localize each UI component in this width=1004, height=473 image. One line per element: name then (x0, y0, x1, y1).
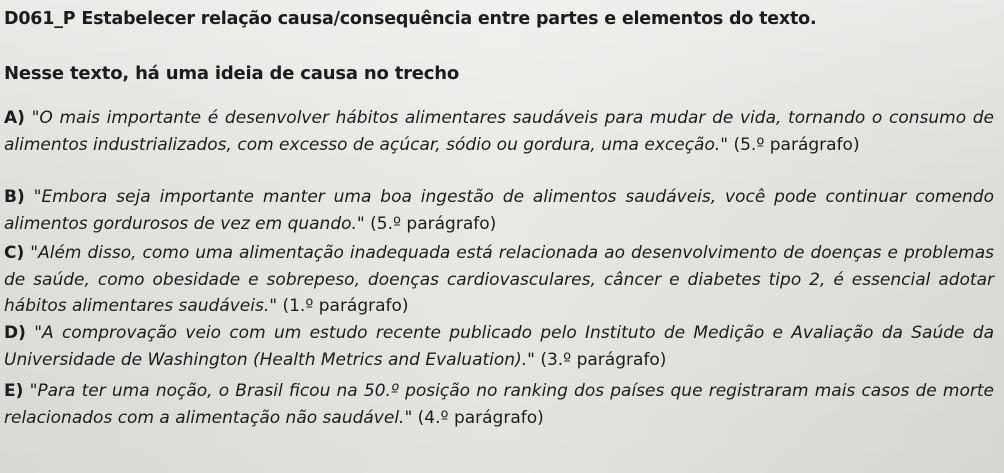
option-quote: "O mais importante é desenvolver hábitos alimentares saudáveis para mudar de vida, tornando o consumo de alimentos industrializados, com excesso de açúcar, sódio ou gordura, uma exceção." (4, 108, 995, 155)
option-letter: B) (4, 187, 25, 207)
option-letter: A) (4, 108, 25, 128)
option-quote: "Para ter uma noção, o Brasil ficou na 50.º posição no ranking dos países que registraram mais casos de morte relacionados com a alimentação não saudável." (4, 381, 994, 428)
option-letter: D) (4, 323, 26, 343)
option-paragraph-ref: (1.º parágrafo) (282, 296, 409, 316)
option-paragraph-ref: (5.º parágrafo) (370, 213, 497, 234)
option-letter: E) (4, 381, 24, 401)
option-d[interactable] (4, 320, 994, 373)
option-paragraph-ref: (4.º parágrafo) (417, 407, 544, 428)
option-paragraph-ref: (5.º parágrafo) (733, 134, 860, 155)
option-e[interactable] (4, 378, 994, 431)
option-b[interactable] (4, 184, 994, 237)
option-quote: "Além disso, como uma alimentação inadequada está relacionada ao desenvolvimento de doenças e problemas de saúde, como obesidade e sobrepeso, doenças cardiovasculares, câncer e diabetes tipo 2, é essencial adotar hábitos alimentares saudáveis." (4, 243, 994, 316)
option-letter: C) (4, 243, 25, 263)
option-quote: "Embora seja importante manter uma boa ingestão de alimentos saudáveis, você pode continuar comendo alimentos gordurosos de vez em quando." (4, 187, 994, 234)
descriptor-title: D061_P Estabelecer relação causa/consequência entre partes e elementos do texto. (4, 9, 817, 29)
option-paragraph-ref: (3.º parágrafo) (540, 349, 667, 370)
option-c[interactable] (4, 240, 994, 320)
option-quote: "A comprovação veio com um estudo recente publicado pelo Instituto de Medição e Avaliação da Saúde da Universidade de Washington (Health Metrics and Evaluation)." (4, 323, 995, 370)
question-stem: Nesse texto, há uma ideia de causa no trecho (4, 63, 460, 84)
option-a[interactable] (4, 105, 994, 158)
